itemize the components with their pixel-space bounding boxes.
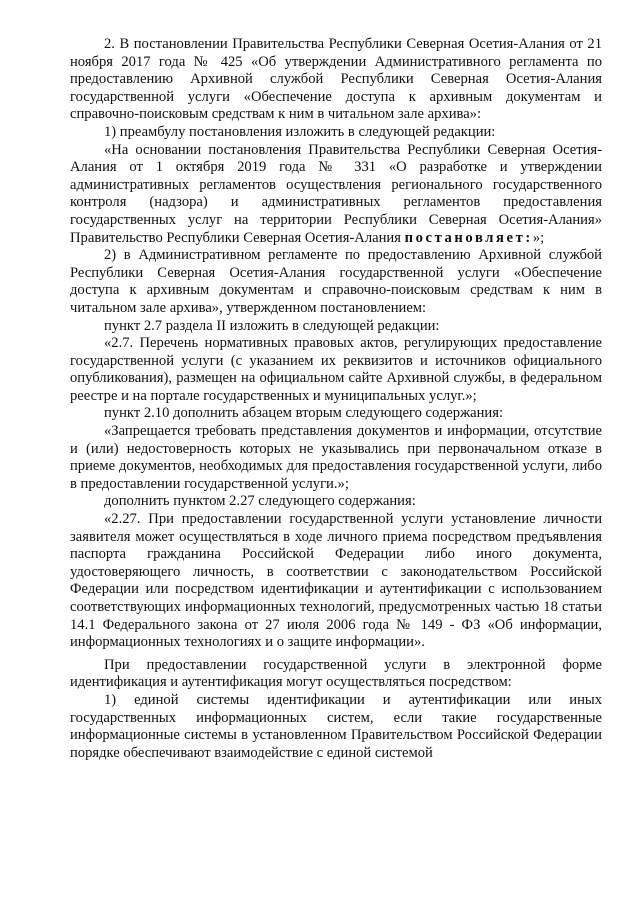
paragraph-electronic-form: При предоставлении государственной услуги в электронной форме идентификация и аутентификация могут осуществляться посредством: bbox=[70, 656, 602, 691]
paragraph-preamble-intro: 1) преамбулу постановления изложить в следующей редакции: bbox=[104, 123, 496, 140]
paragraph-point-2-27-intro: дополнить пунктом 2.27 следующего содержания: bbox=[104, 493, 416, 510]
paragraph-amendment-2: 2. В постановлении Правительства Республики Северная Осетия-Алания от 21 ноября 2017 года № 425 «Об утверждении Административного регламента по предоставлению Архивной службой Республики Северная Осетия-Алания государственной услуги «Обеспечение доступа к архивным документам и справочно-поисковым средствам к ним в читальном зале архива»: bbox=[70, 36, 602, 123]
paragraph-regulation-amend: 2) в Административном регламенте по предоставлению Архивной службой Республики Северная Осетия-Алания государственной услуги «Обеспечение доступа к архивным документам и справочно-поисковым средствам к ним в читальном зале архива», утвержденном постановлением: bbox=[70, 247, 602, 316]
preamble-tail: »; bbox=[532, 229, 545, 246]
paragraph-point-2-7-intro: пункт 2.7 раздела II изложить в следующей редакции: bbox=[104, 317, 440, 334]
paragraph-point-2-27: «2.27. При предоставлении государственной услуги установление личности заявителя может осуществляться в ходе личного приема посредством предъявления паспорта гражданина Российской Федерации либо иного документа, удостоверяющего личность, в соответствии с законодательством Российской Федерации или посредством идентификации и аутентификации с использованием соответствующих информационных технологий, предусмотренных частью 18 статьи 14.1 Федерального закона от 27 июля 2006 года № 149 - ФЗ «Об информации, информационных технологиях и о защите информации». bbox=[70, 511, 602, 651]
preamble-spaced-word: постановляет: bbox=[404, 229, 533, 246]
paragraph-point-2-7: «2.7. Перечень нормативных правовых актов, регулирующих предоставление государственной услуги (с указанием их реквизитов и источников официального опубликования), размещен на официальном сайте Архивной службы, в федеральном реестре и на портале государственных и муниципальных услуг.»; bbox=[70, 335, 602, 404]
preamble-text: «На основании постановления Правительства Республики Северная Осетия-Алания от 1 октября 2019 года № 331 «О разработке и утверждении административных регламентов осуществления регионального государственного контроля (надзора) и административных регламентов предоставления государственных услуг на территории Республики Северная Осетия-Алания» Правительство Республики Северная Осетия-Алания bbox=[70, 141, 602, 246]
paragraph-point-2-10-intro: пункт 2.10 дополнить абзацем вторым следующего содержания: bbox=[104, 405, 504, 422]
paragraph-point-2-10: «Запрещается требовать представления документов и информации, отсутствие и (или) недостоверность которых не указывались при первоначальном отказе в приеме документов, необходимых для предоставления государственной услуги, либо в предоставлении государственной услуги.»; bbox=[70, 423, 602, 492]
paragraph-item-1: 1) единой системы идентификации и аутентификации или иных государственных информационных систем, если такие государственные информационные системы в установленном Правительством Российской Федерации порядке обеспечивают взаимодействие с единой системой bbox=[70, 691, 602, 761]
paragraph-preamble-text bbox=[70, 142, 602, 248]
